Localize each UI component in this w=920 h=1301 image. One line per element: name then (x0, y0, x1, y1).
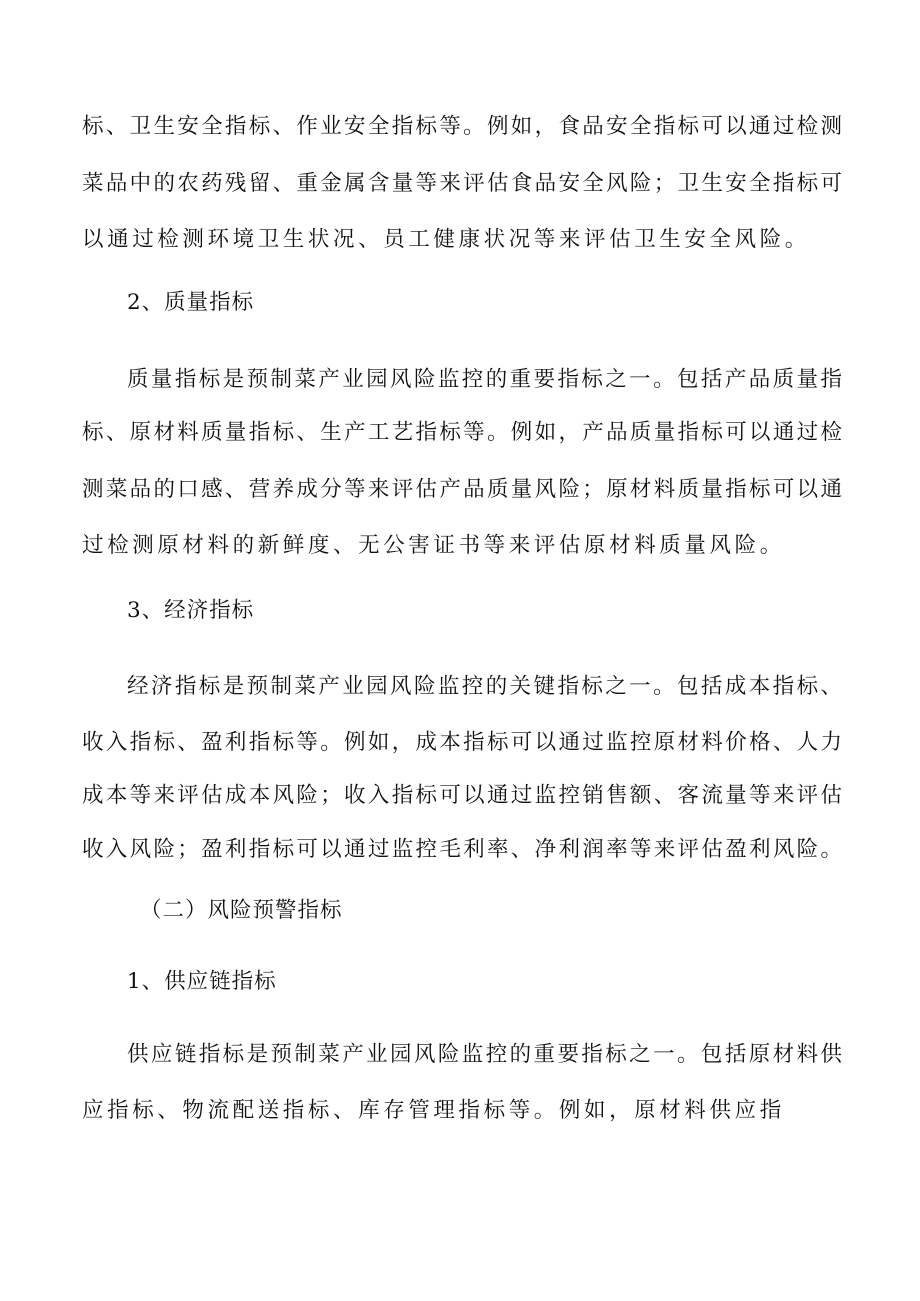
section-heading: 2、质量指标 (127, 290, 255, 315)
paragraph-line: 成本等来评估成本风险；收入指标可以通过监控销售额、客流量等来评估 (82, 783, 842, 808)
paragraph-line: 过检测原材料的新鲜度、无公害证书等来评估原材料质量风险。 (82, 533, 785, 558)
paragraph-line: 标、卫生安全指标、作业安全指标等。例如，食品安全指标可以通过检测 (82, 114, 842, 139)
paragraph-line: 收入风险；盈利指标可以通过监控毛利率、净利润率等来评估盈利风险。 (82, 837, 842, 862)
paragraph-line: 收入指标、盈利指标等。例如，成本指标可以通过监控原材料价格、人力 (82, 730, 842, 755)
paragraph-line: 应指标、物流配送指标、库存管理指标等。例如，原材料供应指 (82, 1098, 785, 1123)
paragraph-line: 以通过检测环境卫生状况、员工健康状况等来评估卫生安全风险。 (82, 227, 810, 252)
paragraph-line: 标、原材料质量指标、生产工艺指标等。例如，产品质量指标可以通过检 (82, 420, 842, 445)
paragraph-line: 测菜品的口感、营养成分等来评估产品质量风险；原材料质量指标可以通 (82, 477, 842, 502)
paragraph-line: 经济指标是预制菜产业园风险监控的关键指标之一。包括成本指标、 (127, 674, 842, 699)
section-heading: 1、供应链指标 (127, 969, 277, 994)
section-heading: 3、经济指标 (127, 598, 255, 623)
paragraph-line: 质量指标是预制菜产业园风险监控的重要指标之一。包括产品质量指 (127, 367, 842, 392)
paragraph-line: 供应链指标是预制菜产业园风险监控的重要指标之一。包括原材料供 (127, 1042, 842, 1067)
paragraph-line: 菜品中的农药残留、重金属含量等来评估食品安全风险；卫生安全指标可 (82, 171, 842, 196)
subsection-heading: （二）风险预警指标 (140, 898, 343, 923)
